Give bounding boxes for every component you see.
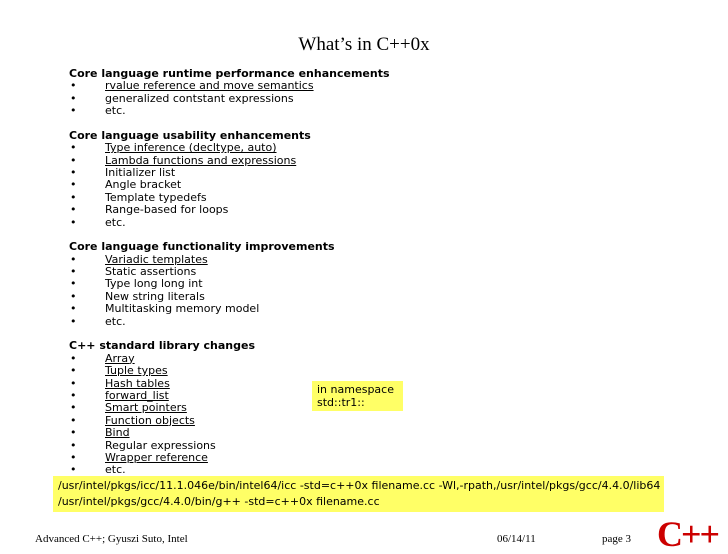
bullet-icon: • — [70, 104, 77, 118]
list-item — [69, 105, 390, 117]
item-link[interactable]: forward_list — [105, 388, 169, 402]
section-usability — [69, 130, 390, 229]
section-functionality — [69, 241, 390, 328]
bullet-icon: • — [70, 79, 77, 93]
bullet-icon: • — [70, 153, 77, 167]
item-text: Multitasking memory model — [105, 302, 260, 316]
bullet-icon: • — [70, 252, 77, 266]
item-link[interactable]: Smart pointers — [105, 401, 187, 415]
bullet-icon: • — [70, 190, 77, 204]
item-text: etc. — [105, 314, 126, 328]
bullet-icon: • — [70, 426, 77, 440]
bullet-icon: • — [70, 376, 77, 390]
item-link[interactable]: Function objects — [105, 413, 195, 427]
section-title: Core language functionality improvements — [69, 240, 335, 254]
item-link[interactable]: Lambda functions and expressions — [105, 153, 297, 167]
item-text: Regular expressions — [105, 438, 216, 452]
section-title: Core language runtime performance enhancements — [69, 67, 390, 80]
bullet-icon: • — [70, 463, 77, 477]
item-text: Template typedefs — [105, 190, 207, 204]
bullet-icon: • — [70, 141, 77, 155]
list-item — [69, 464, 390, 476]
bullet-icon: • — [70, 401, 77, 415]
bullet-icon: • — [70, 364, 77, 378]
item-text: New string literals — [105, 289, 205, 303]
bullet-icon: • — [70, 302, 77, 316]
footer-date: 06/14/11 — [497, 533, 536, 545]
item-text: Angle bracket — [105, 178, 182, 192]
bullet-icon: • — [70, 289, 77, 303]
list-item — [69, 217, 390, 229]
item-text: generalized contstant expressions — [105, 91, 294, 105]
cpp-logo-icon: C++ — [657, 514, 719, 554]
bullet-icon: • — [70, 166, 77, 180]
bullet-icon: • — [70, 203, 77, 217]
item-link[interactable]: rvalue reference and move semantics — [105, 79, 314, 93]
footer-page-number: page 3 — [602, 533, 632, 545]
bullet-icon: • — [70, 413, 77, 427]
item-link[interactable]: Variadic templates — [105, 252, 208, 266]
item-text: etc. — [105, 463, 126, 477]
compile-commands — [53, 476, 664, 512]
bullet-icon: • — [70, 277, 77, 291]
item-link[interactable]: Tuple types — [105, 364, 168, 378]
bullet-icon: • — [70, 450, 77, 464]
bullet-icon: • — [70, 265, 77, 279]
section-title: Core language usability enhancements — [69, 128, 311, 142]
item-text: Range-based for loops — [105, 203, 229, 217]
section-title: C++ standard library changes — [69, 339, 255, 353]
note-line: in namespace — [317, 383, 394, 396]
bullet-icon: • — [70, 314, 77, 328]
item-link[interactable]: Type inference (decltype, auto) — [105, 141, 277, 155]
slide-content — [69, 68, 390, 489]
section-runtime-performance — [69, 68, 390, 118]
item-text: etc. — [105, 104, 126, 118]
item-text: Initializer list — [105, 166, 176, 180]
item-text: Type long long int — [105, 277, 203, 291]
item-text: Static assertions — [105, 265, 197, 279]
slide-title: What’s in C++0x — [298, 34, 430, 55]
item-link[interactable]: Hash tables — [105, 376, 170, 390]
item-link[interactable]: Bind — [105, 426, 130, 440]
command-line-gcc: /usr/intel/pkgs/gcc/4.4.0/bin/g++ -std=c++0x filename.cc — [58, 495, 380, 508]
bullet-icon: • — [70, 438, 77, 452]
list-item — [69, 316, 390, 328]
namespace-note — [312, 381, 403, 411]
item-link[interactable]: Wrapper reference — [105, 450, 208, 464]
command-line-icc: /usr/intel/pkgs/icc/11.1.046e/bin/intel64/icc -std=c++0x filename.cc -Wl,-rpath,/usr/intel/pkgs/gcc/4.4.0/lib64 — [58, 479, 661, 492]
item-link[interactable]: Array — [105, 351, 135, 365]
bullet-icon: • — [70, 351, 77, 365]
footer-author: Advanced C++; Gyuszi Suto, Intel — [35, 533, 188, 545]
bullet-icon: • — [70, 91, 77, 105]
bullet-icon: • — [70, 215, 77, 229]
bullet-icon: • — [70, 388, 77, 402]
item-text: etc. — [105, 215, 126, 229]
bullet-icon: • — [70, 178, 77, 192]
note-line: std::tr1:: — [317, 396, 365, 409]
